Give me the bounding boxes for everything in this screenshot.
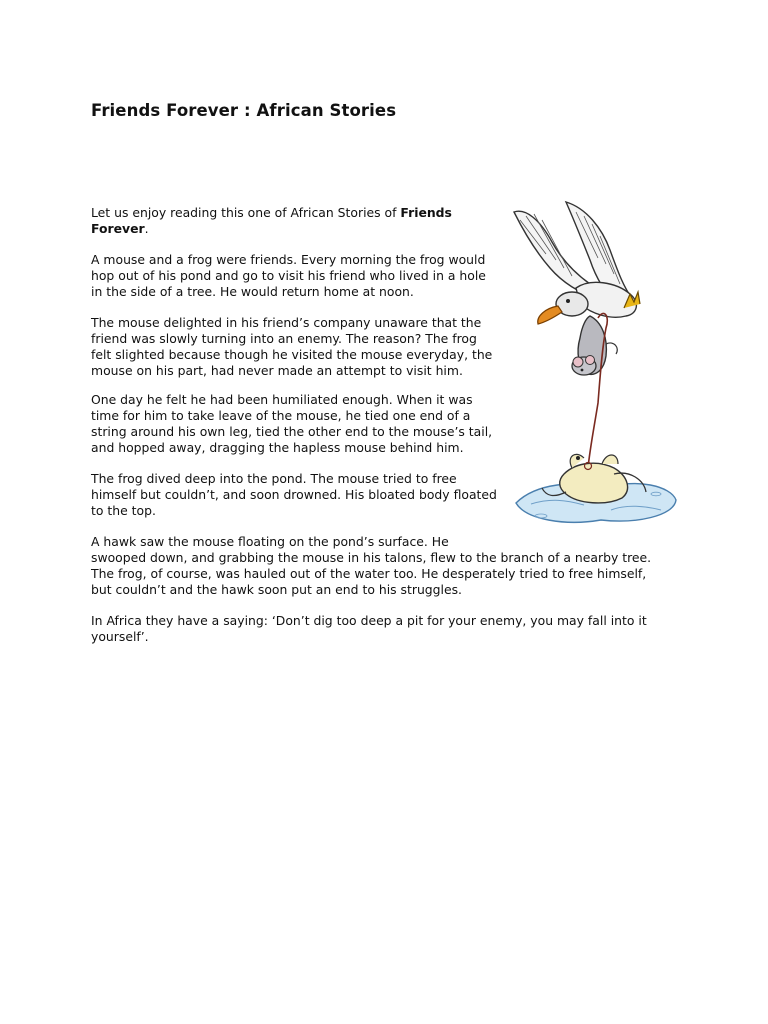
paragraph-line: In Africa they have a saying: ‘Don’t dig too deep a pit for your enemy, you may fall into it	[91, 613, 647, 628]
story-paragraph	[91, 392, 492, 456]
page-title: Friends Forever : African Stories	[91, 101, 397, 120]
story-paragraph	[91, 252, 486, 300]
paragraph-line: string around his own leg, tied the other end to the mouse’s tail,	[91, 424, 493, 439]
paragraph-line: to the top.	[91, 503, 156, 518]
paragraph-line: The mouse delighted in his friend’s company unaware that the	[91, 315, 482, 330]
paragraph-line: but couldn’t and the hawk soon put an end to his struggles.	[91, 582, 462, 597]
intro-bold-friends: Friends	[400, 205, 452, 220]
paragraph-line: and hopped away, dragging the hapless mouse behind him.	[91, 440, 464, 455]
intro-line-2	[91, 221, 452, 237]
paragraph-line: The frog dived deep into the pond. The mouse tried to free	[91, 471, 457, 486]
paragraph-line: time for him to take leave of the mouse, he tied one end of a	[91, 408, 471, 423]
story-paragraph	[91, 534, 651, 598]
intro-paragraph	[91, 205, 452, 237]
story-paragraph	[91, 315, 492, 379]
paragraph-line: The frog, of course, was hauled out of the water too. He desperately tried to free himself,	[91, 566, 647, 581]
intro-bold-forever: Forever	[91, 221, 145, 236]
paragraph-line: One day he felt he had been humiliated enough. When it was	[91, 392, 473, 407]
mouse	[572, 313, 617, 468]
intro-text: Let us enjoy reading this one of African Stories of	[91, 205, 401, 220]
paragraph-line: himself but couldn’t, and soon drowned. His bloated body floated	[91, 487, 497, 502]
paragraph-line: A hawk saw the mouse floating on the pond’s surface. He	[91, 534, 449, 549]
paragraph-line: friend was slowly turning into an enemy. The reason? The frog	[91, 331, 477, 346]
intro-line-1	[91, 205, 452, 221]
paragraph-line: swooped down, and grabbing the mouse in his talons, flew to the branch of a nearby tree.	[91, 550, 652, 565]
intro-period: .	[144, 221, 149, 236]
story-paragraph	[91, 471, 497, 519]
hawk	[514, 202, 640, 324]
paragraph-line: A mouse and a frog were friends. Every morning the frog would	[91, 252, 486, 267]
paragraph-line: mouse on his part, had never made an attempt to visit him.	[91, 363, 463, 378]
paragraph-line: in the side of a tree. He would return home at noon.	[91, 284, 414, 299]
paragraph-line: felt slighted because though he visited the mouse everyday, the	[91, 347, 493, 362]
paragraph-line: hop out of his pond and go to visit his friend who lived in a hole	[91, 268, 486, 283]
story-paragraph	[91, 613, 647, 645]
hawk-mouse-frog-illustration	[506, 198, 681, 528]
paragraph-line: yourself’.	[91, 629, 149, 644]
